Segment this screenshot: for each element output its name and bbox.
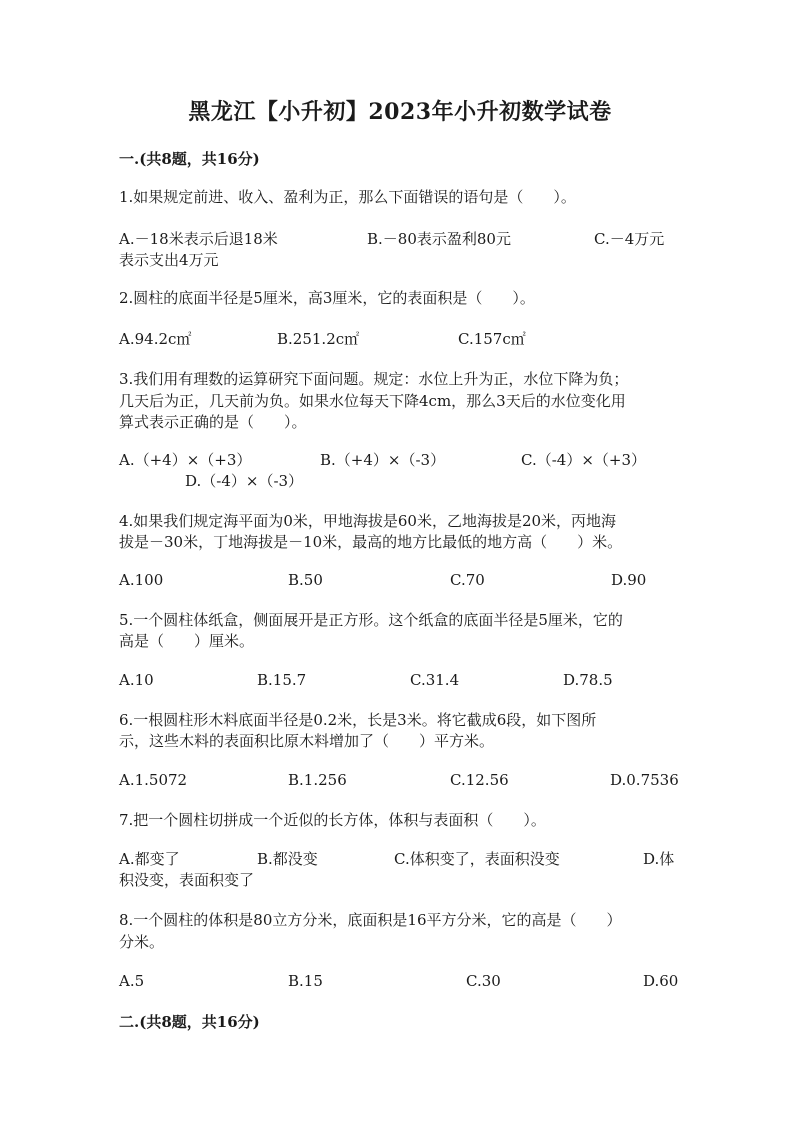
q8-option-d: D.60 (643, 972, 679, 990)
section-heading-2: 二.(共8题，共16分) (119, 1013, 260, 1031)
q7-option-d: D.体 (643, 850, 675, 868)
q4-option-c: C.70 (450, 571, 485, 589)
question-5-line-1: 5.一个圆柱体纸盒，侧面展开是正方形。这个纸盒的底面半径是5厘米，它的 (119, 611, 623, 629)
q3-option-d: D.（-4）×（-3） (185, 472, 304, 490)
q4-option-b: B.50 (288, 571, 323, 589)
question-1: 1.如果规定前进、收入、盈利为正，那么下面错误的语句是（ ）。 (119, 188, 576, 206)
q3-option-c: C.（-4）×（+3） (521, 451, 647, 469)
question-6-line-2: 示，这些木料的表面积比原木料增加了（ ）平方米。 (119, 732, 495, 750)
q8-option-b: B.15 (288, 972, 323, 990)
question-4-line-1: 4.如果我们规定海平面为0米，甲地海拔是60米，乙地海拔是20米，丙地海 (119, 512, 617, 530)
q7-option-d-continued: 积没变，表面积变了 (119, 871, 255, 889)
q5-option-d: D.78.5 (563, 671, 613, 689)
q1-option-b: B.－80表示盈利80元 (367, 230, 511, 248)
question-3-line-2: 几天后为正，几天前为负。如果水位每天下降4cm，那么3天后的水位变化用 (119, 392, 626, 410)
q3-option-a: A.（+4）×（+3） (119, 451, 252, 469)
section-heading-1: 一.(共8题，共16分) (119, 150, 260, 168)
q2-option-c: C.157c㎡ (458, 330, 526, 348)
q7-option-b: B.都没变 (257, 850, 318, 868)
q1-option-a: A.－18米表示后退18米 (119, 230, 278, 248)
q5-option-c: C.31.4 (410, 671, 460, 689)
page-title: 黑龙江【小升初】2023年小升初数学试卷 (188, 99, 612, 125)
question-8-line-1: 8.一个圆柱的体积是80立方分米，底面积是16平方分米，它的高是（ ） (119, 911, 622, 929)
question-4-line-2: 拔是－30米，丁地海拔是－10米，最高的地方比最低的地方高（ ）米。 (119, 533, 623, 551)
question-3-line-3: 算式表示正确的是（ ）。 (119, 413, 307, 431)
q8-option-c: C.30 (466, 972, 501, 990)
q2-option-a: A.94.2c㎡ (119, 330, 192, 348)
question-2: 2.圆柱的底面半径是5厘米，高3厘米，它的表面积是（ ）。 (119, 289, 535, 307)
question-5-line-2: 高是（ ）厘米。 (119, 632, 255, 650)
q6-option-c: C.12.56 (450, 771, 509, 789)
question-8-line-2: 分米。 (119, 933, 165, 951)
q7-option-a: A.都变了 (119, 850, 180, 868)
q8-option-a: A.5 (119, 972, 145, 990)
question-3-line-1: 3.我们用有理数的运算研究下面问题。规定：水位上升为正，水位下降为负； (119, 370, 629, 388)
q6-option-a: A.1.5072 (119, 771, 188, 789)
question-7: 7.把一个圆柱切拼成一个近似的长方体，体积与表面积（ ）。 (119, 811, 546, 829)
q7-option-c: C.体积变了，表面积没变 (394, 850, 560, 868)
q6-option-d: D.0.7536 (610, 771, 679, 789)
q4-option-a: A.100 (119, 571, 164, 589)
q1-option-c: C.－4万元 (594, 230, 665, 248)
q1-option-c-continued: 表示支出4万元 (119, 251, 219, 269)
q4-option-d: D.90 (611, 571, 647, 589)
q2-option-b: B.251.2c㎡ (277, 330, 360, 348)
q5-option-a: A.10 (119, 671, 154, 689)
q3-option-b: B.（+4）×（-3） (320, 451, 446, 469)
question-6-line-1: 6.一根圆柱形木料底面半径是0.2米，长是3米。将它截成6段，如下图所 (119, 711, 597, 729)
q5-option-b: B.15.7 (257, 671, 307, 689)
q6-option-b: B.1.256 (288, 771, 347, 789)
